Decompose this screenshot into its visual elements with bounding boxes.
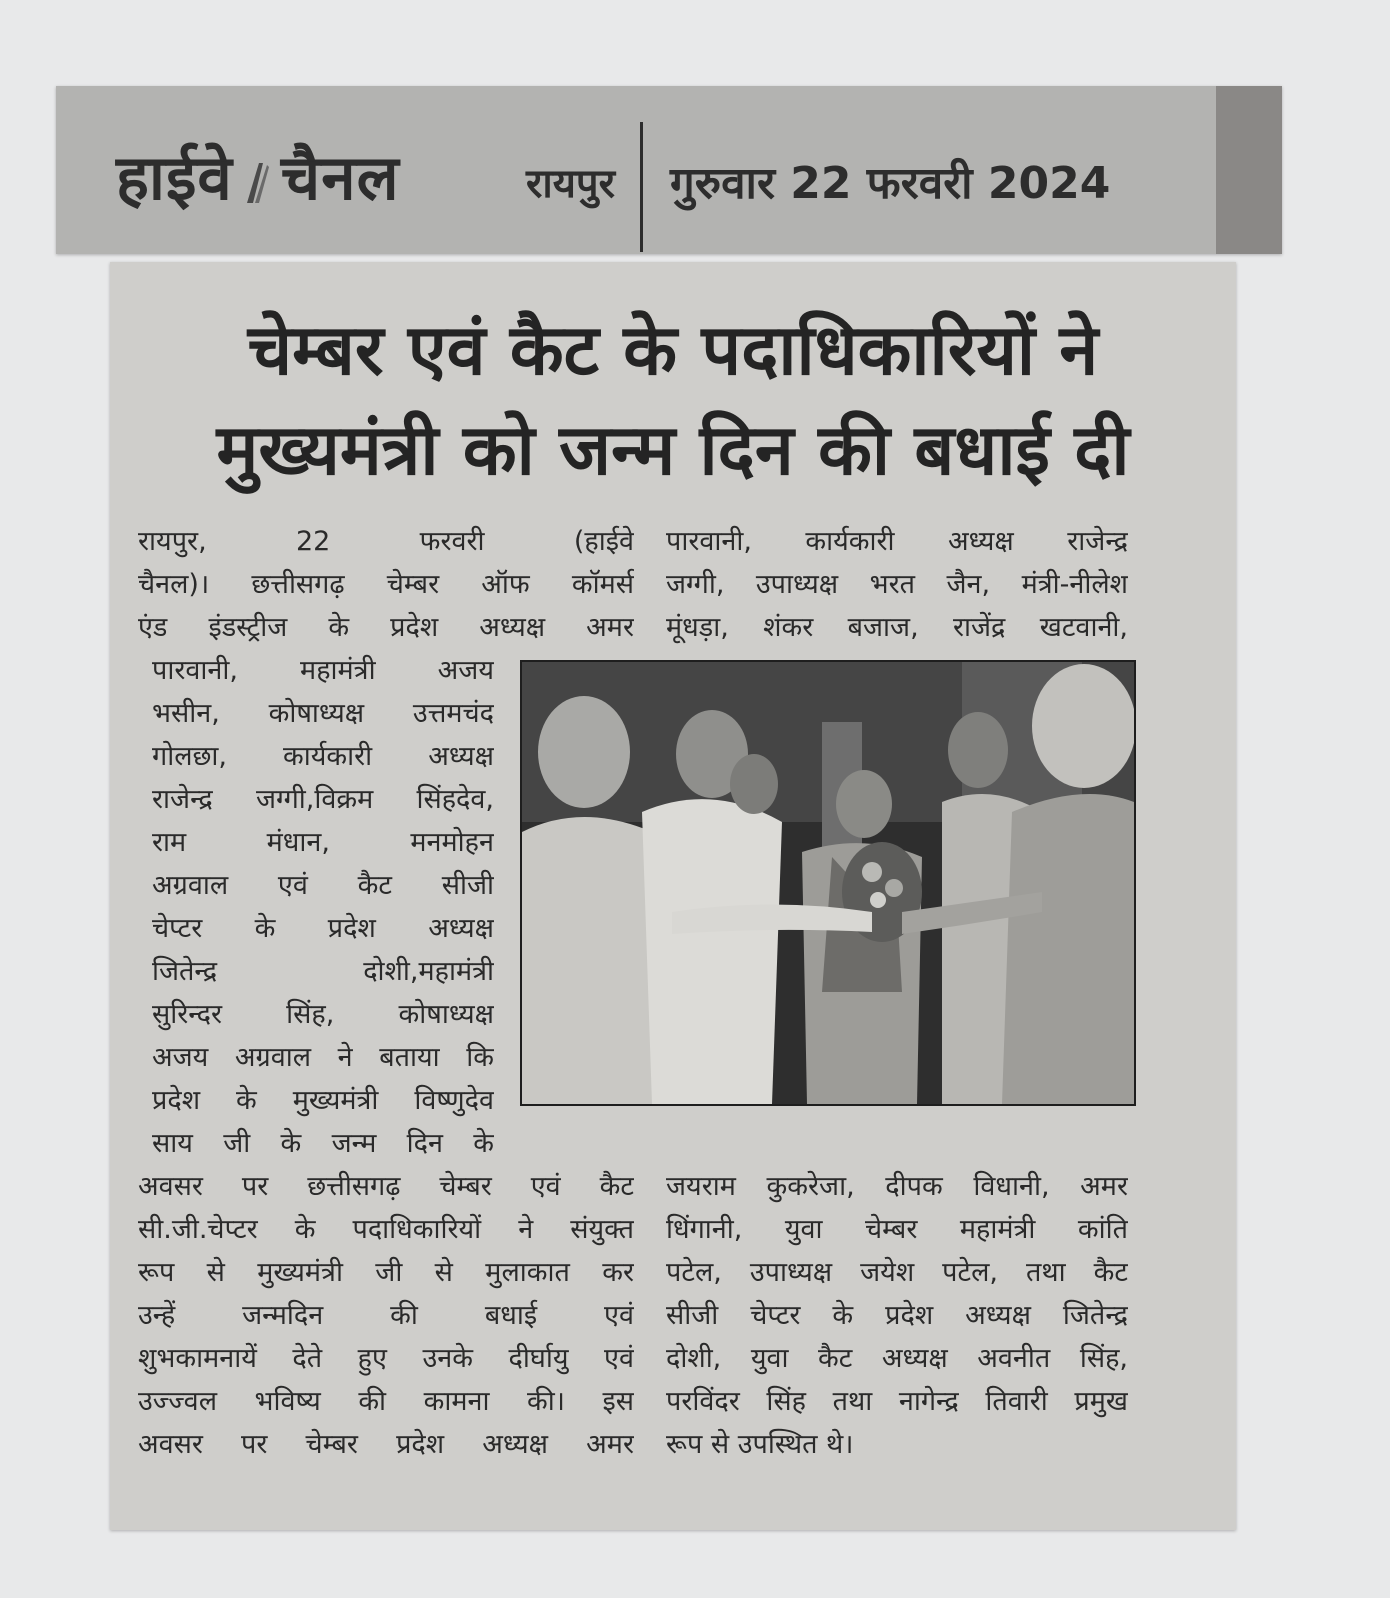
text-line: रूप से उपस्थित थे। bbox=[666, 1429, 854, 1460]
text-line: रायपुर, 22 फरवरी (हाईवे bbox=[138, 526, 634, 557]
text-line: रूप से मुख्यमंत्री जी से मुलाकात कर bbox=[138, 1257, 634, 1288]
group-photo-illustration bbox=[522, 662, 1134, 1104]
article-headline bbox=[130, 300, 1216, 500]
headline-line-2: मुख्यमंत्री को जन्म दिन की बधाई दी bbox=[216, 409, 1130, 491]
right-column-bottom bbox=[666, 1165, 1128, 1466]
right-column-top bbox=[666, 520, 1128, 649]
text-line: दोशी, युवा कैट अध्यक्ष अवनीत सिंह, bbox=[666, 1343, 1128, 1374]
text-line: अवसर पर चेम्बर प्रदेश अध्यक्ष अमर bbox=[138, 1429, 634, 1460]
text-line: सुरिन्दर सिंह, कोषाध्यक्ष bbox=[152, 999, 494, 1030]
text-line: सी.जी.चेप्टर के पदाधिकारियों ने संयुक्त bbox=[138, 1214, 634, 1245]
text-line: उन्हें जन्मदिन की बधाई एवं bbox=[138, 1300, 634, 1331]
text-line: राजेन्द्र जग्गी,विक्रम सिंहदेव, bbox=[152, 784, 494, 815]
issue-date: गुरुवार 22 फरवरी 2024 bbox=[670, 158, 1111, 209]
news-photo bbox=[520, 660, 1136, 1106]
masthead-clipping bbox=[56, 86, 1282, 254]
text-line: पारवानी, महामंत्री अजय bbox=[152, 655, 494, 686]
text-line: परविंदर सिंह तथा नागेन्द्र तिवारी प्रमुख bbox=[666, 1386, 1128, 1417]
text-line: अग्रवाल एवं कैट सीजी bbox=[152, 870, 494, 901]
newspaper-name bbox=[116, 138, 400, 218]
text-line: सीजी चेप्टर के प्रदेश अध्यक्ष जितेन्द्र bbox=[666, 1300, 1128, 1331]
text-line: शुभकामनायें देते हुए उनके दीर्घायु एवं bbox=[138, 1343, 634, 1374]
text-line: जितेन्द्र दोशी,महामंत्री bbox=[152, 956, 494, 987]
text-line: साय जी के जन्म दिन के bbox=[152, 1128, 494, 1159]
text-line: धिंगानी, युवा चेम्बर महामंत्री कांति bbox=[666, 1214, 1128, 1245]
text-line: भसीन, कोषाध्यक्ष उत्तमचंद bbox=[152, 698, 494, 729]
text-line: प्रदेश के मुख्यमंत्री विष्णुदेव bbox=[152, 1085, 494, 1116]
text-line: पारवानी, कार्यकारी अध्यक्ष राजेन्द्र bbox=[666, 526, 1128, 557]
newspaper-name-part1: हाईवे bbox=[116, 141, 233, 214]
text-line: चेप्टर के प्रदेश अध्यक्ष bbox=[152, 913, 494, 944]
article-clipping bbox=[110, 262, 1236, 1530]
text-line: अवसर पर छत्तीसगढ़ चेम्बर एवं कैट bbox=[138, 1171, 634, 1202]
edition-city: रायपुर bbox=[526, 161, 615, 207]
text-line: एंड इंडस्ट्रीज के प्रदेश अध्यक्ष अमर bbox=[138, 612, 634, 643]
text-line: उज्ज्वल भविष्य की कामना की। इस bbox=[138, 1386, 634, 1417]
text-line: मूंधड़ा, शंकर बजाज, राजेंद्र खटवानी, bbox=[666, 612, 1128, 643]
left-column-bottom bbox=[138, 1165, 634, 1466]
text-line: जयराम कुकरेजा, दीपक विधानी, अमर bbox=[666, 1171, 1128, 1202]
newspaper-name-part2: चैनल bbox=[280, 141, 400, 214]
left-column-top bbox=[138, 520, 634, 649]
left-column-beside-photo bbox=[152, 649, 494, 1165]
clipping-edge bbox=[1216, 86, 1282, 254]
text-line: गोलछा, कार्यकारी अध्यक्ष bbox=[152, 741, 494, 772]
text-line: अजय अग्रवाल ने बताया कि bbox=[152, 1042, 494, 1073]
text-line: चैनल)। छत्तीसगढ़ चेम्बर ऑफ कॉमर्स bbox=[138, 569, 634, 600]
text-line: राम मंधान, मनमोहन bbox=[152, 827, 494, 858]
highway-logo-icon bbox=[241, 159, 271, 205]
headline-line-1: चेम्बर एवं कैट के पदाधिकारियों ने bbox=[247, 309, 1099, 391]
text-line: पटेल, उपाध्यक्ष जयेश पटेल, तथा कैट bbox=[666, 1257, 1128, 1288]
masthead-divider bbox=[640, 122, 643, 252]
text-line: जग्गी, उपाध्यक्ष भरत जैन, मंत्री-नीलेश bbox=[666, 569, 1128, 600]
